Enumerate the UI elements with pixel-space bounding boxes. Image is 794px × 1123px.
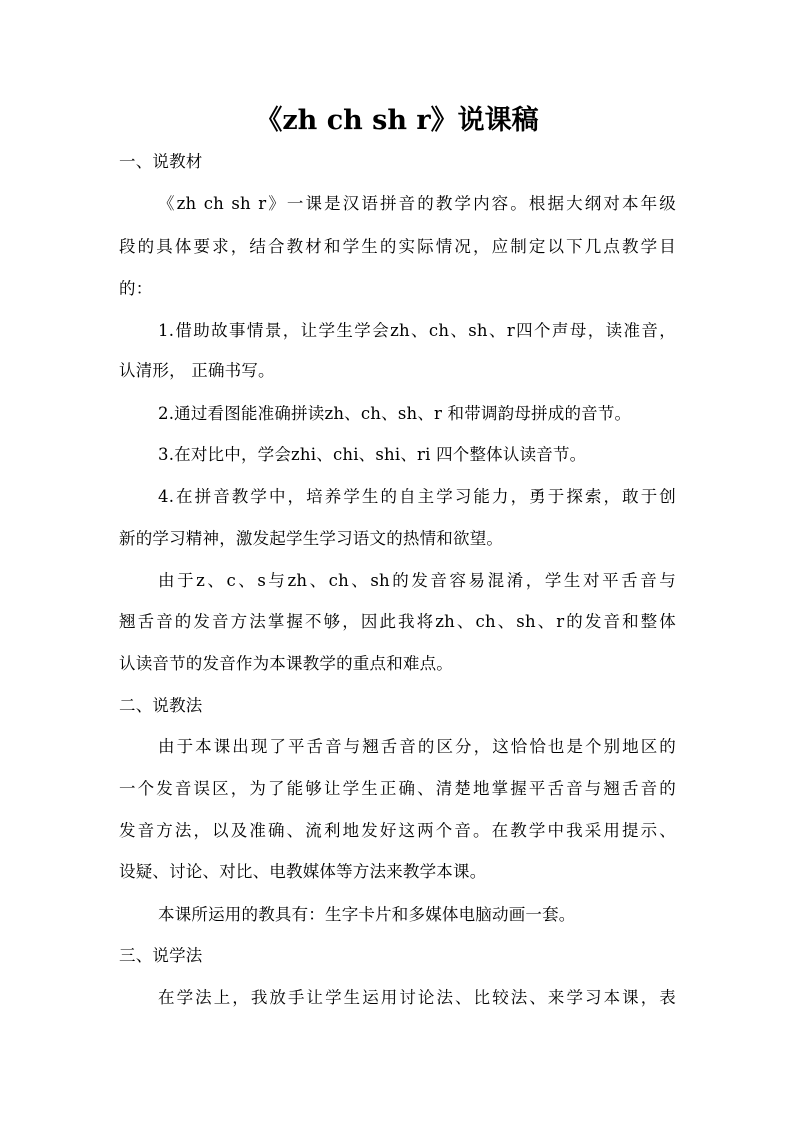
paragraph-line: 由于本课出现了平舌音与翘舌音的区分，这恰恰也是个别地区的: [158, 737, 676, 756]
list-item-objective-2: 2.通过看图能准确拼读zh、ch、sh、r 和带调韵母拼成的音节。: [158, 404, 632, 423]
list-item-objective-1-cont: 认清形， 正确书写。: [119, 361, 275, 380]
paragraph-line: 在学法上，我放手让学生运用讨论法、比较法、来学习本课，表: [158, 988, 676, 1007]
paragraph-line: 本课所运用的教具有：生字卡片和多媒体电脑动画一套。: [158, 905, 576, 924]
section-heading-teaching-material: 一、说教材: [119, 152, 203, 171]
list-item-objective-1: 1.借助故事情景，让学生学会zh、ch、sh、r四个声母，读准音，: [158, 321, 676, 340]
section-heading-teaching-method: 二、说教法: [119, 696, 203, 715]
paragraph-line: 的：: [119, 279, 153, 298]
paragraph-line: 由于z、c、s与zh、ch、sh的发音容易混淆，学生对平舌音与: [158, 571, 676, 590]
list-item-objective-4-cont: 新的学习精神，激发起学生学习语文的热情和欲望。: [119, 529, 504, 548]
list-item-objective-3: 3.在对比中，学会zhi、chi、shi、ri 四个整体认读音节。: [158, 445, 587, 464]
paragraph-line: 发音方法，以及准确、流利地发好这两个音。在教学中我采用提示、: [119, 821, 676, 840]
paragraph-line: 段的具体要求，结合教材和学生的实际情况，应制定以下几点教学目: [119, 237, 676, 256]
section-heading-learning-method: 三、说学法: [119, 946, 203, 965]
paragraph-line: 一个发音误区，为了能够让学生正确、清楚地掌握平舌音与翘舌音的: [119, 779, 676, 798]
paragraph-line: 《zh ch sh r》一课是汉语拼音的教学内容。根据大纲对本年级: [158, 194, 676, 213]
document-title: 《zh ch sh r》说课稿: [255, 105, 539, 136]
paragraph-line: 认读音节的发音作为本课教学的重点和难点。: [119, 654, 453, 673]
list-item-objective-4: 4.在拼音教学中，培养学生的自主学习能力，勇于探索，敢于创: [158, 487, 676, 506]
paragraph-line: 设疑、讨论、对比、电教媒体等方法来教学本课。: [119, 862, 487, 881]
paragraph-line: 翘舌音的发音方法掌握不够，因此我将zh、ch、sh、r的发音和整体: [119, 612, 676, 631]
